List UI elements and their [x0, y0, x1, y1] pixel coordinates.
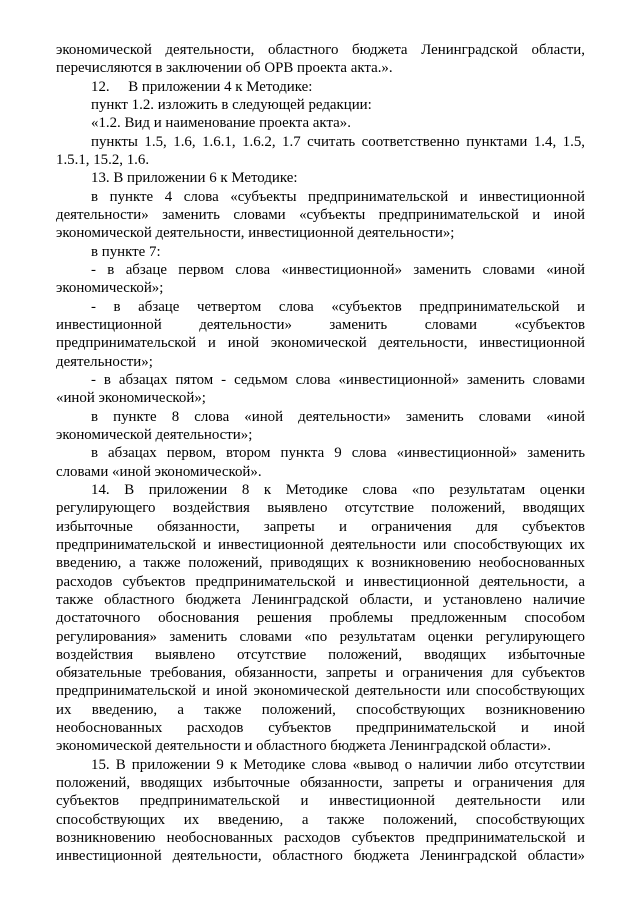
text-line: возникновению необоснованных расходов субъектов предпринимательской и — [56, 830, 585, 847]
text-line: субъектов предпринимательской и инвестиционной деятельности или — [56, 793, 585, 810]
text-line: экономической»; — [56, 280, 164, 297]
text-line: также областного бюджета Ленинградской области, и установлено наличие — [56, 591, 585, 608]
text-line: обязательные требования, обязанности, запреты и ограничения для субъектов — [56, 665, 585, 682]
text-line: деятельности» заменить словами «субъекты предпринимательской и иной — [56, 206, 585, 223]
text-line: «иной экономической»; — [56, 390, 206, 407]
text-line: перечисляются в заключении об ОРВ проекта акта.». — [56, 60, 393, 77]
text-line: в пункте 7: — [91, 243, 161, 260]
document-page — [56, 41, 585, 866]
text-line: 1.5.1, 15.2, 1.6. — [56, 151, 150, 168]
text-line: предпринимательской и иной экономической деятельности, инвестиционной — [56, 335, 585, 352]
text-line: способствующих их введению, а также положений, способствующих — [56, 811, 585, 828]
text-line: в пункте 8 слова «иной деятельности» заменить словами «иной — [91, 408, 585, 425]
text-line: пункт 1.2. изложить в следующей редакции: — [91, 96, 372, 113]
text-line: «1.2. Вид и наименование проекта акта». — [91, 115, 351, 132]
text-line: расходов субъектов предпринимательской и инвестиционной деятельности, а — [56, 573, 585, 590]
text-line: экономической деятельности и областного бюджета Ленинградской области». — [56, 738, 551, 755]
text-line: экономической деятельности, областного бюджета Ленинградской области, — [56, 42, 585, 58]
text-line: деятельности»; — [56, 353, 153, 370]
text-line: введению, а также положений, приводящих к возникновению необоснованных — [56, 555, 585, 572]
text-line: 14. В приложении 8 к Методике слова «по результатам оценки — [91, 481, 585, 498]
text-line: регулирующего воздействия выявлено отсутствие положений, вводящих — [56, 500, 585, 517]
text-line: воздействия выявлено отсутствие положений, вводящих избыточные — [56, 646, 585, 663]
text-line: 15. В приложении 9 к Методике слова «вывод о наличии либо отсутствии — [91, 756, 585, 773]
text-line: инвестиционной деятельности» заменить словами «субъектов — [56, 316, 585, 333]
text-line: избыточные обязанности, запреты и ограничения для субъектов — [56, 518, 585, 535]
text-line: в абзацах первом, втором пункта 9 слова «инвестиционной» заменить — [91, 445, 585, 462]
text-line: - в абзаце первом слова «инвестиционной» заменить словами «иной — [91, 261, 585, 278]
text-line: предпринимательской и иной экономической деятельности или способствующих — [56, 683, 585, 700]
text-line: экономической деятельности»; — [56, 426, 253, 443]
text-line: - в абзаце четвертом слова «субъектов предпринимательской и — [91, 298, 585, 315]
text-line: 13. В приложении 6 к Методике: — [91, 170, 298, 187]
text-line: их введению, а также положений, способствующих возникновению — [56, 701, 585, 718]
text-line: - в абзацах пятом - седьмом слова «инвестиционной» заменить словами — [91, 371, 585, 388]
text-line: словами «иной экономической». — [56, 463, 262, 480]
text-line: 12. В приложении 4 к Методике: — [91, 78, 313, 95]
text-line: пункты 1.5, 1.6, 1.6.1, 1.6.2, 1.7 считать соответственно пунктами 1.4, 1.5, — [91, 133, 585, 150]
text-line: предпринимательской и инвестиционной деятельности или способствующих их — [56, 536, 585, 553]
text-line: достаточного обоснования решения проблемы предложенным способом — [56, 610, 585, 627]
text-line: положений, вводящих избыточные обязанности, запреты и ограничения для — [56, 775, 585, 792]
text-line: в пункте 4 слова «субъекты предпринимательской и инвестиционной — [91, 188, 585, 205]
text-line: необоснованных расходов субъектов предпринимательской и иной — [56, 720, 585, 737]
text-line: инвестиционной деятельности, областного бюджета Ленинградской области» — [56, 848, 585, 865]
text-line: регулирования» заменить словами «по результатам оценки регулирующего — [56, 628, 585, 645]
text-line: экономической деятельности, инвестиционной деятельности»; — [56, 225, 455, 242]
